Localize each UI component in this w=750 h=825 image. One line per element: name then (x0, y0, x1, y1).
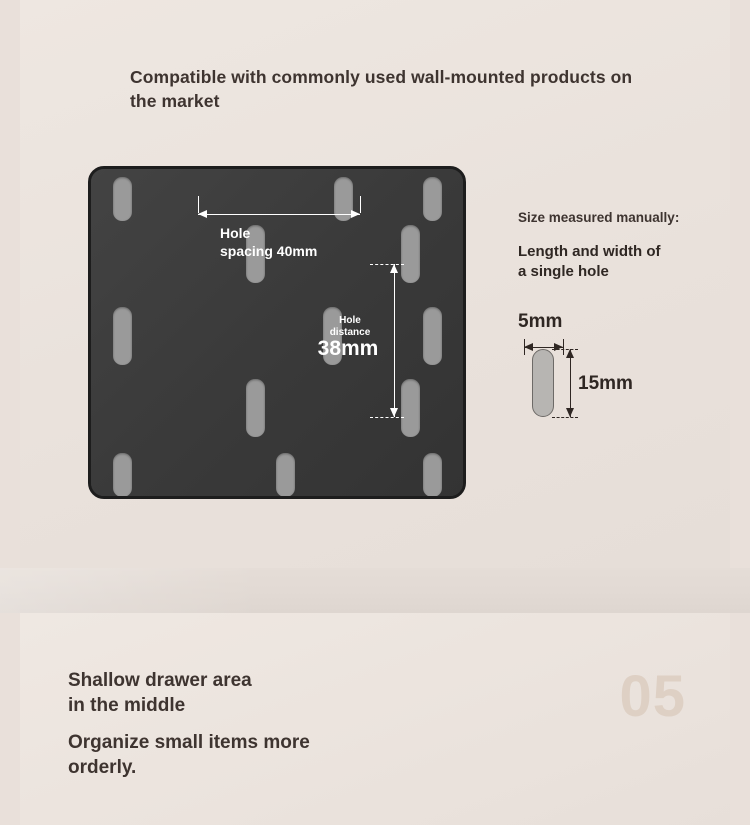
board-slot (276, 453, 295, 496)
single-hole-caption-line2: a single hole (518, 263, 609, 281)
hole-height-dash-bottom (552, 417, 578, 418)
bottom-subtitle-line1: Organize small items more (68, 732, 310, 753)
hole-spacing-label (220, 224, 350, 260)
hole-height-label: 15mm (578, 373, 633, 394)
hole-height-dash-top (552, 349, 578, 350)
top-panel (20, 0, 730, 568)
board-slot (423, 453, 442, 496)
page-title: Compatible with commonly used wall-mounted products on the market (130, 67, 633, 111)
hole-height-arrow-up (566, 349, 574, 358)
dim-arrow-right (351, 210, 360, 218)
hole-spacing-line1: Hole (220, 225, 251, 241)
dim-dash-bottom (370, 417, 404, 418)
measurement-note: Size measured manually: (518, 210, 680, 225)
dim-line-horizontal (198, 214, 360, 215)
board-slot (401, 225, 420, 283)
board-slot (113, 453, 132, 496)
dim-arrow-left (198, 210, 207, 218)
board-slot (113, 307, 132, 365)
hole-width-tick-right (563, 339, 564, 355)
hole-distance-value: 38mm (317, 337, 379, 360)
bottom-title-line2: in the middle (68, 694, 186, 716)
section-divider (0, 568, 750, 613)
hole-height-line (570, 349, 571, 417)
board-slot (113, 177, 132, 221)
hole-width-arrow-left (524, 343, 533, 351)
step-number: 05 (619, 664, 686, 729)
single-hole-shape (532, 349, 554, 417)
dim-tick-right (360, 196, 361, 213)
hole-spacing-line2: spacing 40mm (220, 243, 318, 260)
hole-distance-label (320, 315, 380, 338)
hole-distance-line1: Hole (339, 315, 361, 326)
divider-texture (0, 568, 750, 613)
single-hole-caption (518, 242, 728, 283)
dim-arrow-up (390, 264, 398, 273)
wall-board-illustration (88, 166, 466, 499)
board-slot (423, 177, 442, 221)
hole-distance-line2: distance (329, 326, 371, 338)
bottom-title (68, 669, 488, 718)
board-slot (246, 379, 265, 437)
hole-height-arrow-down (566, 408, 574, 417)
bottom-subtitle-line2: orderly. (68, 756, 137, 778)
board-slot (401, 379, 420, 437)
bottom-title-line1: Shallow drawer area (68, 670, 252, 691)
bottom-panel (20, 613, 730, 825)
dim-arrow-down (390, 408, 398, 417)
dim-dash-top (370, 264, 404, 265)
hole-width-label: 5mm (518, 311, 563, 332)
bottom-subtitle (68, 731, 488, 780)
board-face (91, 169, 463, 496)
dim-line-vertical (394, 264, 395, 417)
single-hole-diagram (518, 305, 718, 435)
single-hole-caption-line1: Length and width of (518, 243, 661, 260)
board-slot (423, 307, 442, 365)
